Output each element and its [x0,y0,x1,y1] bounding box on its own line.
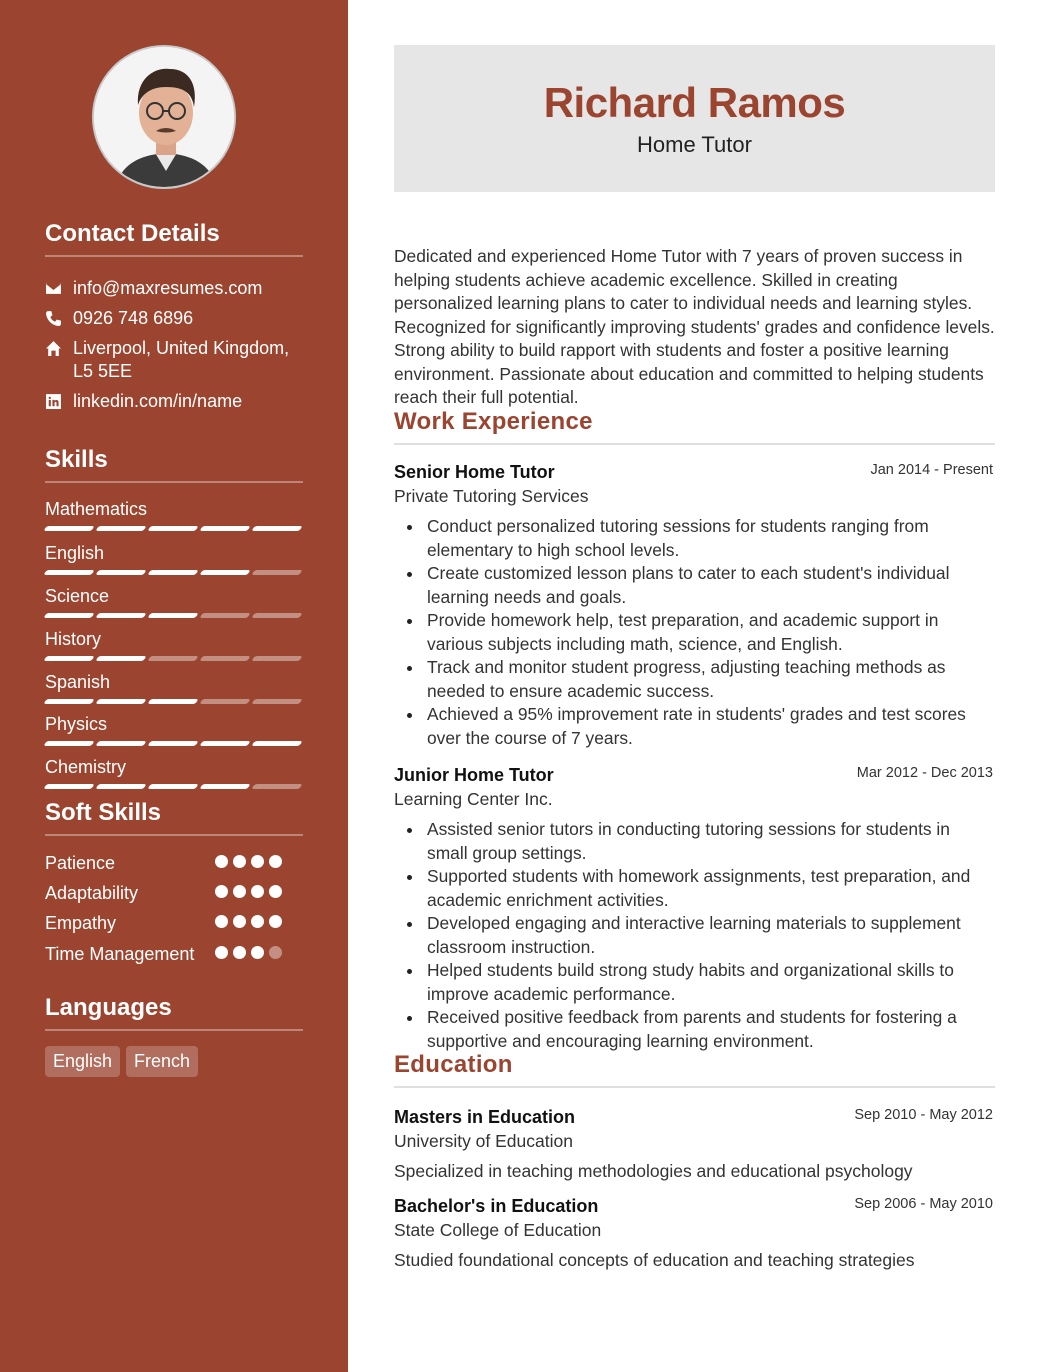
skill-name: Spanish [45,672,111,692]
soft-skill-name: Adaptability [45,883,139,903]
soft-skill-name: Time Management [45,944,195,964]
contact-linkedin[interactable] [45,390,303,416]
avatar [92,45,236,189]
skill-level-segment [147,784,199,789]
school-name: State College of Education [394,1220,602,1240]
skill-level-bar [45,526,303,531]
job-entry [394,763,995,1053]
skill-level-segment [95,526,147,531]
skill-level-segment [43,656,95,661]
skill-name: Physics [45,714,108,734]
skill-level-segment [147,741,199,746]
skill-level-segment [199,570,251,575]
contact-heading: Contact Details [45,220,303,257]
skill-level-segment [199,656,251,661]
skill-level-segment [43,526,95,531]
soft-skill-rating [215,915,282,928]
soft-skill-rating [215,946,282,959]
soft-skill-item [45,881,303,905]
skill-level-segment [95,613,147,618]
soft-skill-item [45,851,303,875]
phone-text[interactable]: 0926 748 6896 [73,308,194,328]
skill-level-segment [147,613,199,618]
skill-name: History [45,629,102,649]
skill-level-segment [251,613,303,618]
skill-item [45,628,303,661]
skill-name: English [45,543,105,563]
skill-item [45,585,303,618]
candidate-name: Richard Ramos [543,79,846,126]
bullet-item: Helped students build strong study habits and organizational skills to improve academic performance. [394,959,995,1006]
soft-skill-rating [215,885,282,898]
address-line-1: Liverpool, United Kingdom, [73,338,290,358]
soft-skill-item [45,911,303,935]
skill-level-segment [199,526,251,531]
skill-level-segment [251,741,303,746]
skill-level-bar [45,741,303,746]
skill-level-segment [95,699,147,704]
soft-skill-name: Patience [45,853,116,873]
skill-level-segment [251,699,303,704]
rating-dot [269,855,282,868]
skill-item [45,498,303,531]
job-title: Junior Home Tutor [394,765,554,785]
skill-level-segment [199,613,251,618]
header [394,45,995,192]
skill-level-segment [147,570,199,575]
education-description: Studied foundational concepts of education and teaching strategies [394,1250,915,1270]
contact-address [45,337,303,383]
skill-level-bar [45,699,303,704]
language-chip: English [45,1046,120,1077]
education-date: Sep 2010 - May 2012 [854,1107,993,1123]
rating-dot [269,915,282,928]
summary-text: Dedicated and experienced Home Tutor with 7 years of proven success in helping students achieve academic excellence. Skilled in creating personalized learning plans to cater to individual needs and learning styles. Recognized for significantly improving students' grades and confidence levels. Strong ability to build rapport with students and foster a positive learning environment. Passionate about education and committed to helping students reach their full potential. [394,246,995,407]
education-heading: Education [394,1051,995,1088]
job-bullets [394,818,995,1053]
skill-level-bar [45,656,303,661]
skill-level-segment [95,784,147,789]
rating-dot [233,915,246,928]
skill-level-segment [95,570,147,575]
skill-item [45,756,303,789]
rating-dot [269,946,282,959]
education-date: Sep 2006 - May 2010 [854,1196,993,1212]
degree-title: Masters in Education [394,1107,576,1127]
skill-level-segment [147,526,199,531]
languages-list [45,1046,198,1077]
rating-dot [233,885,246,898]
skill-name: Science [45,586,110,606]
skill-item [45,713,303,746]
candidate-title: Home Tutor [637,132,752,157]
bullet-item: Provide homework help, test preparation, and academic support in various subjects including math, science, and English. [394,609,995,656]
bullet-item: Conduct personalized tutoring sessions for students ranging from elementary to high school levels. [394,515,995,562]
linkedin-text[interactable]: linkedin.com/in/name [73,391,243,411]
rating-dot [251,855,264,868]
education-description: Specialized in teaching methodologies and educational psychology [394,1161,913,1181]
skill-level-segment [147,699,199,704]
bullet-item: Received positive feedback from parents and students for fostering a supportive and encouraging learning environment. [394,1006,995,1053]
skill-level-bar [45,613,303,618]
skill-level-bar [45,570,303,575]
sidebar [0,0,348,1372]
soft-skill-item [45,942,303,966]
contact-email[interactable] [45,277,303,303]
skill-level-segment [199,699,251,704]
skill-level-segment [43,741,95,746]
bullet-item: Supported students with homework assignments, test preparation, and academic enrichment activities. [394,865,995,912]
rating-dot [251,946,264,959]
skill-level-segment [199,784,251,789]
phone-icon [45,307,73,333]
languages-heading: Languages [45,994,303,1031]
rating-dot [215,915,228,928]
rating-dot [215,855,228,868]
rating-dot [233,855,246,868]
skill-name: Mathematics [45,499,148,519]
bullet-item: Create customized lesson plans to cater to each student's individual learning needs and goals. [394,562,995,609]
job-title: Senior Home Tutor [394,462,555,482]
job-org: Learning Center Inc. [394,789,553,809]
degree-title: Bachelor's in Education [394,1196,599,1216]
skill-level-segment [95,656,147,661]
linkedin-icon [45,390,73,416]
skill-level-segment [251,656,303,661]
rating-dot [215,885,228,898]
rating-dot [233,946,246,959]
avatar-photo-icon [94,47,236,189]
skill-level-segment [43,699,95,704]
skill-level-segment [251,784,303,789]
rating-dot [251,915,264,928]
rating-dot [269,885,282,898]
skill-name: Chemistry [45,757,127,777]
skill-level-segment [95,741,147,746]
job-bullets [394,515,995,750]
skill-level-segment [43,784,95,789]
skill-level-segment [147,656,199,661]
bullet-item: Developed engaging and interactive learning materials to supplement classroom instruction. [394,912,995,959]
skill-level-segment [251,570,303,575]
skill-level-segment [251,526,303,531]
rating-dot [215,946,228,959]
skill-level-segment [43,613,95,618]
rating-dot [251,885,264,898]
job-entry [394,460,995,750]
job-date: Mar 2012 - Dec 2013 [856,765,993,781]
education-entry [394,1194,995,1272]
education-entry [394,1105,995,1183]
job-date: Jan 2014 - Present [870,462,993,478]
skill-level-bar [45,784,303,789]
language-chip: French [126,1046,198,1077]
soft-skills-heading: Soft Skills [45,799,303,836]
soft-skill-rating [215,855,282,868]
school-name: University of Education [394,1131,573,1151]
bullet-item: Achieved a 95% improvement rate in students' grades and test scores over the course of 7 years. [394,703,995,750]
envelope-icon [45,277,73,303]
skill-item [45,671,303,704]
soft-skill-name: Empathy [45,913,117,933]
contact-phone[interactable] [45,307,303,333]
skill-level-segment [199,741,251,746]
bullet-item: Assisted senior tutors in conducting tutoring sessions for students in small group settings. [394,818,995,865]
bullet-item: Track and monitor student progress, adjusting teaching methods as needed to ensure academic success. [394,656,995,703]
email-text[interactable]: info@maxresumes.com [73,278,263,298]
skills-heading: Skills [45,446,303,483]
job-org: Private Tutoring Services [394,486,589,506]
skill-level-segment [43,570,95,575]
skill-item [45,542,303,575]
home-icon [45,337,73,383]
work-heading: Work Experience [394,408,995,445]
address-line-2: L5 5EE [73,361,133,381]
